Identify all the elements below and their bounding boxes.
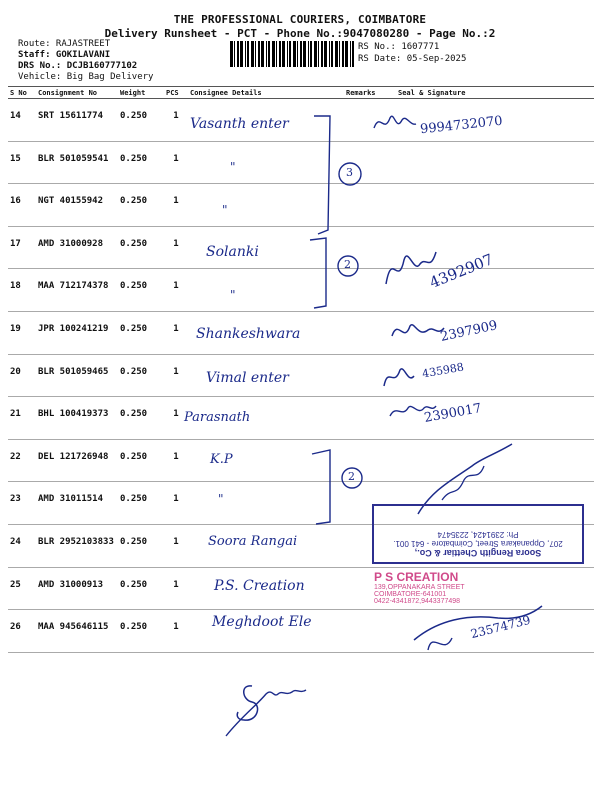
- stamp-address: COIMBATORE-641001: [374, 591, 447, 598]
- row-pcs: 1: [164, 610, 188, 653]
- row-pcs: 1: [164, 226, 188, 269]
- row-sno: 16: [8, 184, 36, 227]
- row-weight: 0.250: [118, 524, 164, 567]
- row-weight: 0.250: [118, 311, 164, 354]
- row-consignment-no: DEL 121726948: [36, 439, 118, 482]
- row-pcs: 1: [164, 524, 188, 567]
- handwritten-consignee: Vimal enter: [206, 370, 289, 386]
- vehicle-label: Vehicle: Big Bag Delivery: [18, 72, 154, 82]
- row-consignment-no: JPR 100241219: [36, 311, 118, 354]
- grouping-brackets: [300, 110, 380, 650]
- handwritten-consignee: Soora Rangai: [208, 534, 298, 549]
- row-weight: 0.250: [118, 482, 164, 525]
- row-sno: 21: [8, 397, 36, 440]
- row-consignment-no: SRT 15611774: [36, 99, 118, 142]
- row-weight: 0.250: [118, 567, 164, 610]
- row-sno: 14: [8, 99, 36, 142]
- col-header: S No: [8, 87, 36, 99]
- handwritten-ditto: ": [230, 288, 236, 302]
- signature-number: 2397909: [439, 318, 499, 345]
- handwritten-consignee: K.P: [210, 452, 233, 467]
- row-signature: [396, 184, 594, 227]
- row-weight: 0.250: [118, 397, 164, 440]
- signature-number: 4392907: [427, 250, 496, 292]
- row-pcs: 1: [164, 311, 188, 354]
- row-sno: 15: [8, 141, 36, 184]
- row-consignment-no: BLR 501059541: [36, 141, 118, 184]
- stamp-address: 139,OPPANAKARA STREET: [374, 584, 465, 591]
- signature-number: 435988: [421, 360, 465, 381]
- handwritten-ditto: ": [222, 203, 228, 217]
- row-sno: 20: [8, 354, 36, 397]
- route-label: Route: RAJASTREET: [18, 39, 111, 49]
- row-pcs: 1: [164, 439, 188, 482]
- circled-count: 2: [344, 258, 351, 271]
- row-signature: [396, 141, 594, 184]
- col-header: Consignee Details: [188, 87, 344, 99]
- row-consignment-no: AMD 31011514: [36, 482, 118, 525]
- row-weight: 0.250: [118, 226, 164, 269]
- row-consignment-no: MAA 712174378: [36, 269, 118, 312]
- row-weight: 0.250: [118, 141, 164, 184]
- row-weight: 0.250: [118, 99, 164, 142]
- rs-number: RS No.: 1607771: [358, 42, 440, 52]
- row-sno: 17: [8, 226, 36, 269]
- row-sno: 24: [8, 524, 36, 567]
- staff-label: Staff: GOKILAVANI: [18, 50, 111, 60]
- row-weight: 0.250: [118, 354, 164, 397]
- row-consignment-no: NGT 40155942: [36, 184, 118, 227]
- row-consignment-no: BHL 100419373: [36, 397, 118, 440]
- handwritten-consignee: Vasanth enter: [190, 116, 289, 132]
- signature-phone-number: 9994732070: [419, 113, 504, 138]
- drs-number: DRS No.: DCJB160777102: [18, 61, 138, 71]
- row-weight: 0.250: [118, 269, 164, 312]
- row-sno: 18: [8, 269, 36, 312]
- stamp-name: P S CREATION: [374, 570, 459, 584]
- handwritten-consignee: Meghdoot Ele: [212, 614, 312, 630]
- row-consignment-no: MAA 945646115: [36, 610, 118, 653]
- runsheet-company-title: THE PROFESSIONAL COURIERS, COIMBATORE: [173, 13, 427, 26]
- handwritten-consignee: Shankeshwara: [196, 326, 301, 342]
- rs-date: RS Date: 05-Sep-2025: [358, 54, 467, 64]
- row-consignment-no: BLR 2952103833: [36, 524, 118, 567]
- handwritten-ditto: ": [230, 160, 236, 174]
- row-pcs: 1: [164, 141, 188, 184]
- signature-scribble: [380, 362, 420, 392]
- row-consignment-no: AMD 31000913: [36, 567, 118, 610]
- stamp-phone: 0422-4341872,9443377498: [374, 598, 461, 605]
- row-sno: 26: [8, 610, 36, 653]
- circled-count: 2: [348, 470, 355, 483]
- col-header: Weight: [118, 87, 164, 99]
- row-weight: 0.250: [118, 439, 164, 482]
- row-pcs: 1: [164, 269, 188, 312]
- col-header: Seal & Signature: [396, 87, 594, 99]
- row-consignment-no: BLR 501059465: [36, 354, 118, 397]
- col-header: Remarks: [344, 87, 396, 99]
- stamp-address: 207, Oppanakara Street, Coimbatore - 641 001.: [393, 539, 563, 548]
- table-header-row: [8, 87, 594, 99]
- row-weight: 0.250: [118, 184, 164, 227]
- handwritten-consignee: Parasnath: [184, 410, 251, 425]
- row-pcs: 1: [164, 99, 188, 142]
- row-pcs: 1: [164, 482, 188, 525]
- col-header: Consignment No: [36, 87, 118, 99]
- row-sno: 22: [8, 439, 36, 482]
- runsheet-subtitle: Delivery Runsheet - PCT - Phone No.:9047080280 - Page No.:2: [104, 27, 496, 40]
- signature-number: 23574739: [469, 612, 532, 642]
- row-sno: 25: [8, 567, 36, 610]
- handwritten-consignee: Solanki: [206, 244, 259, 260]
- staff-signature: [222, 676, 312, 740]
- row-pcs: 1: [164, 397, 188, 440]
- row-weight: 0.250: [118, 610, 164, 653]
- ps-creation-stamp: [374, 570, 524, 605]
- col-header: PCS: [164, 87, 188, 99]
- row-pcs: 1: [164, 354, 188, 397]
- barcode-image: [230, 41, 354, 67]
- signature-number: 2390017: [423, 401, 483, 426]
- row-pcs: 1: [164, 184, 188, 227]
- circled-count: 3: [346, 166, 353, 179]
- row-sno: 19: [8, 311, 36, 354]
- company-stamp: [372, 504, 584, 564]
- row-consignment-no: AMD 31000928: [36, 226, 118, 269]
- handwritten-ditto: ": [218, 492, 224, 506]
- stamp-phone: Ph: 2391424, 2235474: [437, 530, 519, 539]
- stamp-name: Soora Rengith Chettiar & Co.,: [414, 548, 542, 558]
- handwritten-consignee: P.S. Creation: [214, 578, 305, 594]
- row-sno: 23: [8, 482, 36, 525]
- row-pcs: 1: [164, 567, 188, 610]
